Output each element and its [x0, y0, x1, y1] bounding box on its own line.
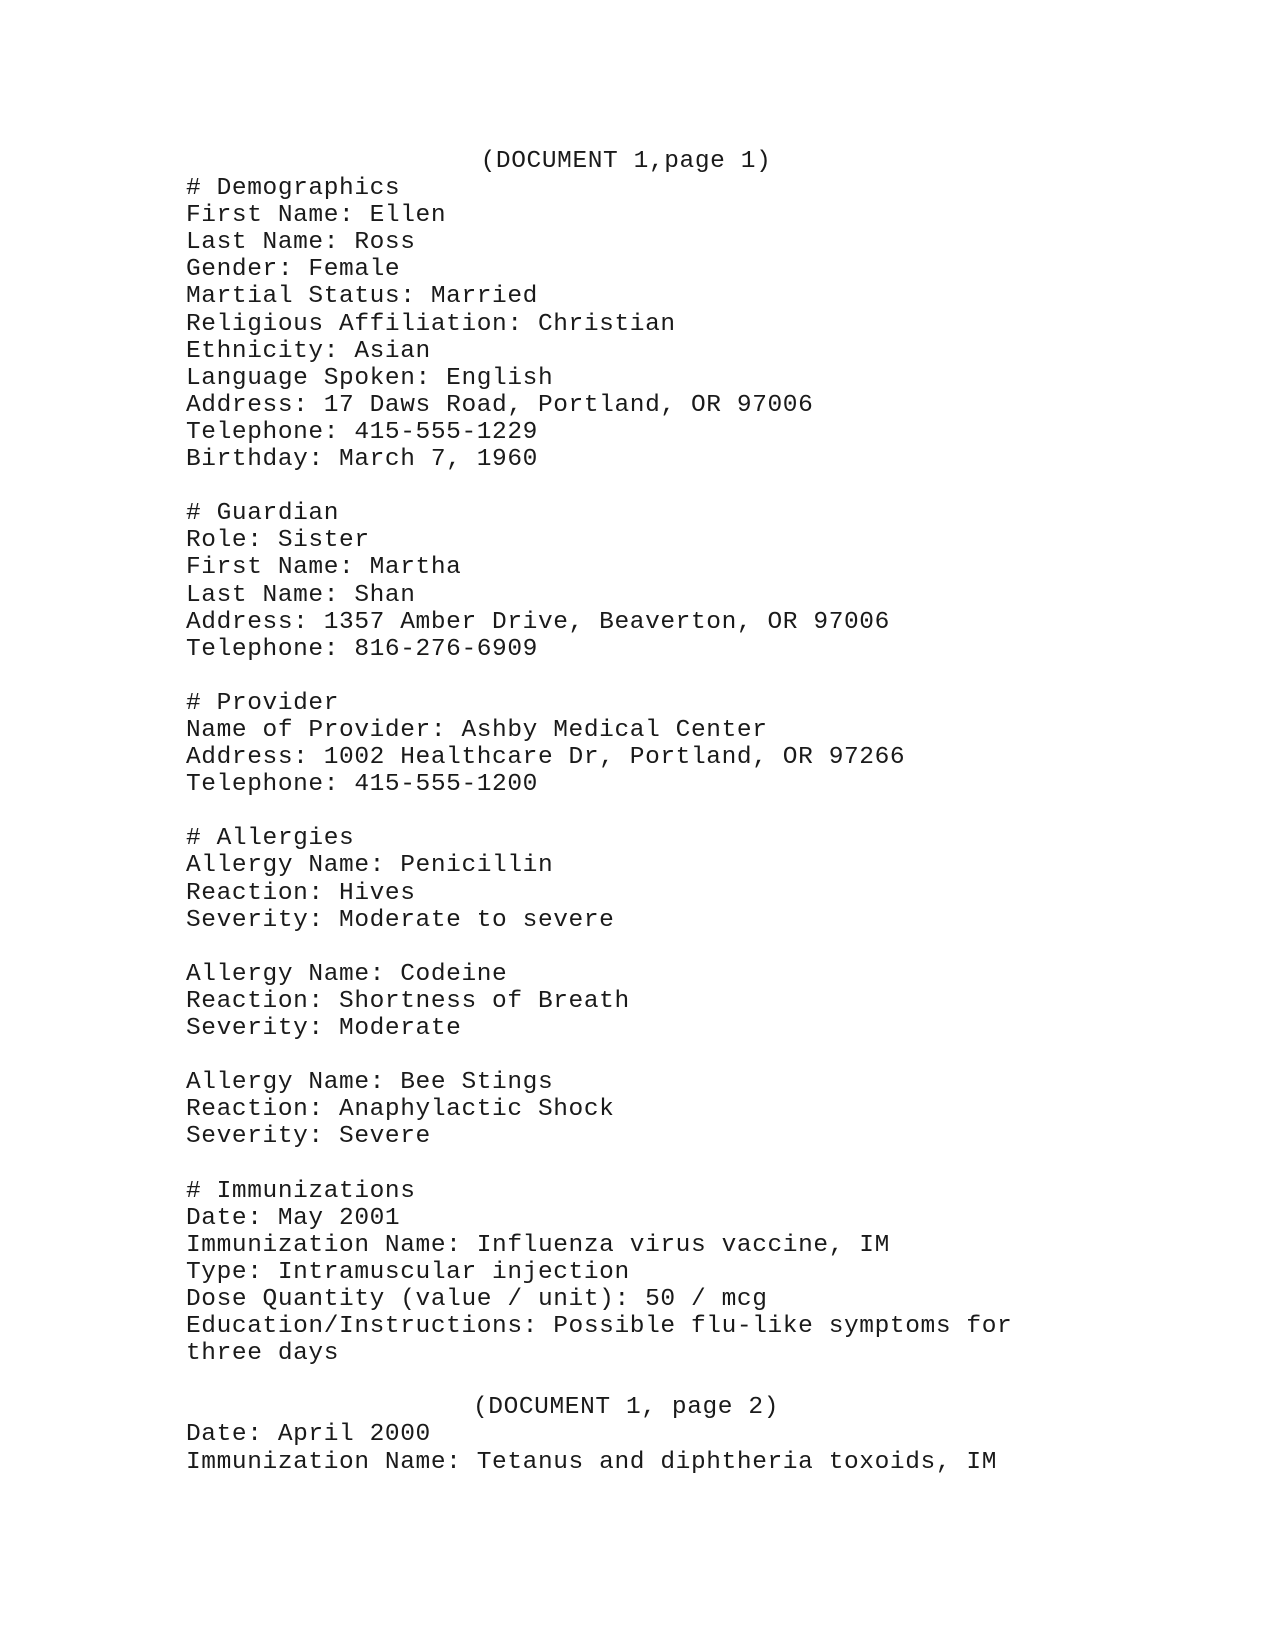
provider-telephone: Telephone: 415-555-1200	[186, 771, 538, 799]
guardian-section	[186, 500, 1086, 663]
patient-language: Language Spoken: English	[186, 364, 554, 392]
patient-address: Address: 17 Daws Road, Portland, OR 97006	[186, 391, 814, 419]
guardian-role: Role: Sister	[186, 527, 370, 555]
allergy-entry	[186, 1069, 1086, 1150]
guardian-telephone: Telephone: 816-276-6909	[186, 635, 538, 663]
demographics-heading: # Demographics	[186, 175, 401, 203]
immunization-education-continued: three days	[186, 1340, 340, 1368]
allergies-section	[186, 825, 1086, 1150]
allergy-entry	[186, 852, 1086, 933]
patient-religious-affiliation: Religious Affiliation: Christian	[186, 310, 676, 338]
allergy-name: Allergy Name: Penicillin	[186, 852, 554, 880]
immunization-name: Immunization Name: Influenza virus vaccine, IM	[186, 1231, 890, 1259]
allergy-reaction: Reaction: Shortness of Breath	[186, 987, 630, 1015]
provider-heading: # Provider	[186, 689, 340, 717]
allergy-severity: Severity: Moderate	[186, 1015, 462, 1042]
patient-last-name: Last Name: Ross	[186, 229, 416, 257]
patient-gender: Gender: Female	[186, 256, 401, 284]
page-marker-1: (DOCUMENT 1,page 1)	[480, 148, 772, 175]
immunization-name: Immunization Name: Tetanus and diphtheria toxoids, IM	[186, 1448, 998, 1476]
spacer	[186, 934, 1086, 961]
page-marker-2: (DOCUMENT 1, page 2)	[472, 1394, 780, 1422]
document-body	[186, 148, 1086, 1476]
allergy-name: Allergy Name: Codeine	[186, 960, 508, 988]
allergy-entry	[186, 961, 1086, 1042]
immunization-education: Education/Instructions: Possible flu-like symptoms for	[186, 1313, 1013, 1341]
spacer	[186, 473, 1086, 500]
patient-ethnicity: Ethnicity: Asian	[186, 337, 431, 365]
allergy-name: Allergy Name: Bee Stings	[186, 1069, 554, 1097]
immunization-type: Type: Intramuscular injection	[186, 1258, 630, 1286]
provider-section	[186, 690, 1086, 798]
spacer	[186, 663, 1086, 690]
immunization-date: Date: May 2001	[186, 1204, 401, 1232]
allergy-reaction: Reaction: Hives	[186, 879, 416, 907]
immunization-date: Date: April 2000	[186, 1421, 431, 1449]
guardian-address: Address: 1357 Amber Drive, Beaverton, OR 97006	[186, 608, 890, 636]
provider-name: Name of Provider: Ashby Medical Center	[186, 716, 768, 744]
immunization-dose: Dose Quantity (value / unit): 50 / mcg	[186, 1285, 768, 1313]
allergy-severity: Severity: Severe	[186, 1123, 431, 1151]
demographics-section	[186, 175, 1086, 473]
guardian-last-name: Last Name: Shan	[186, 581, 416, 609]
patient-first-name: First Name: Ellen	[186, 202, 447, 230]
immunizations-section	[186, 1178, 1086, 1476]
allergy-severity: Severity: Moderate to severe	[186, 906, 615, 934]
provider-address: Address: 1002 Healthcare Dr, Portland, OR 97266	[186, 744, 906, 772]
patient-telephone: Telephone: 415-555-1229	[186, 418, 538, 446]
patient-birthday: Birthday: March 7, 1960	[186, 446, 538, 474]
patient-marital-status: Martial Status: Married	[186, 283, 538, 311]
spacer	[186, 798, 1086, 825]
immunizations-heading: # Immunizations	[186, 1177, 416, 1205]
guardian-heading: # Guardian	[186, 500, 340, 528]
spacer	[186, 1367, 1086, 1394]
allergies-heading: # Allergies	[186, 825, 355, 853]
spacer	[186, 1042, 1086, 1069]
guardian-first-name: First Name: Martha	[186, 554, 462, 582]
spacer	[186, 1150, 1086, 1177]
allergy-reaction: Reaction: Anaphylactic Shock	[186, 1096, 615, 1124]
